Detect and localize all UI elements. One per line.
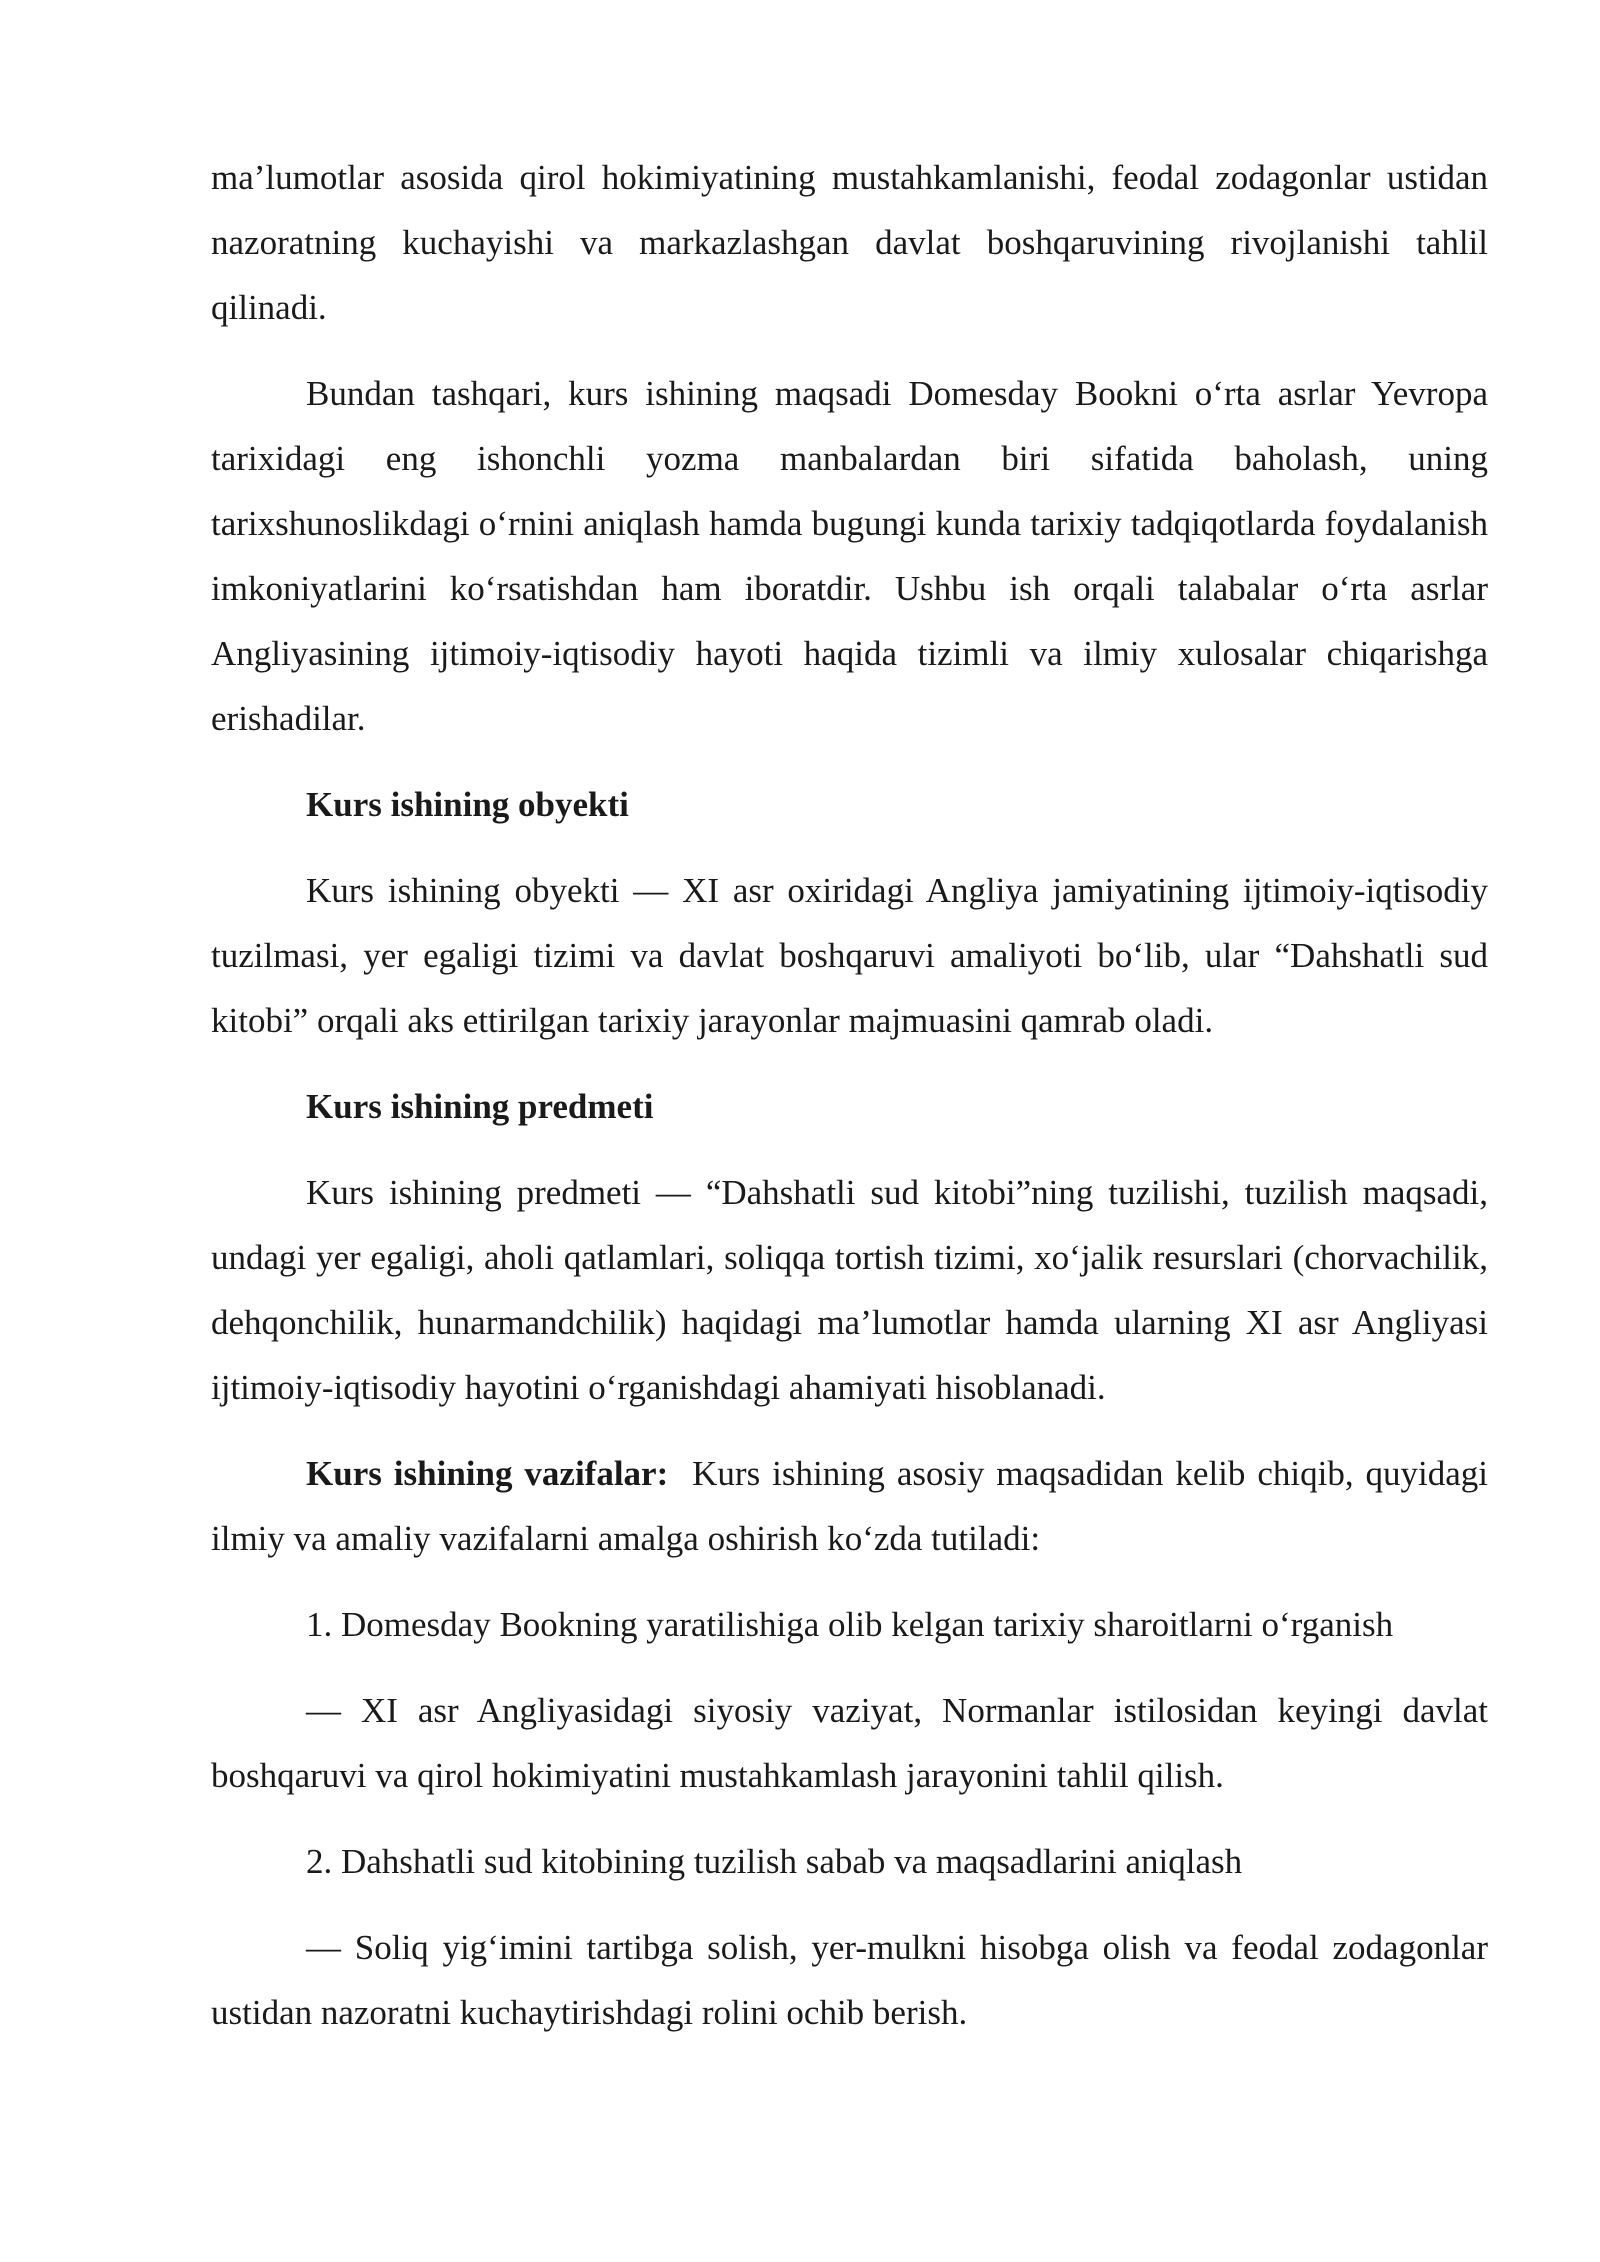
paragraph-tasks — [211, 1441, 1488, 1571]
task-item-1-title: 1. Domesday Bookning yaratilishiga olib kelgan tarixiy sharoitlarni o‘rganish — [306, 1605, 1394, 1644]
tasks-intro-text: Kurs ishining asosiy maqsadidan kelib chiqib, quyidagi ilmiy va amaliy vazifalarni amalga oshirish ko‘zda tutiladi: — [211, 1454, 1489, 1558]
task-item-2-description: — Soliq yig‘imini tartibga solish, yer-mulkni hisobga olish va feodal zodagonlar ustidan nazoratni kuchaytirishdagi rolini ochib berish. — [211, 1928, 1488, 2032]
heading-object: Kurs ishining obyekti — [306, 785, 629, 824]
paragraph-purpose: Bundan tashqari, kurs ishining maqsadi Domesday Bookni o‘rta asrlar Yevropa tarixidagi eng ishonchli yozma manbalardan biri sifatida baholash, uning tarixshunoslikdagi o‘rnini aniqlash hamda bugungi kunda tarixiy tadqiqotlarda foydalanish imkoniyatlarini ko‘rsatishdan ham iboratdir. Ushbu ish orqali talabalar o‘rta asrlar Angliyasining ijtimoiy-iqtisodiy hayoti haqida tizimli va ilmiy xulosalar chiqarishga erishadilar. — [211, 374, 1488, 738]
paragraph-subject: Kurs ishining predmeti — “Dahshatli sud kitobi”ning tuzilishi, tuzilish maqsadi, undagi yer egaligi, aholi qatlamlari, soliqqa tortish tizimi, xo‘jalik resurslari (chorvachilik, dehqonchilik, hunarmandchilik) haqidagi ma’lumotlar hamda ularning XI asr Angliyasi ijtimoiy-iqtisodiy hayotini o‘rganishdagi ahamiyati hisoblanadi. — [211, 1173, 1488, 1407]
paragraph-continuation: ma’lumotlar asosida qirol hokimiyatining mustahkamlanishi, feodal zodagonlar ustidan nazoratning kuchayishi va markazlashgan davlat boshqaruvining rivojlanishi tahlil qilinadi. — [211, 158, 1488, 327]
paragraph-object: Kurs ishining obyekti — XI asr oxiridagi Angliya jamiyatining ijtimoiy-iqtisodiy tuzilmasi, yer egaligi tizimi va davlat boshqaruvi amaliyoti bo‘lib, ular “Dahshatli sud kitobi” orqali aks ettirilgan tarixiy jarayonlar majmuasini qamrab oladi. — [211, 871, 1488, 1040]
task-item-2-title: 2. Dahshatli sud kitobining tuzilish sabab va maqsadlarini aniqlash — [306, 1842, 1243, 1881]
document-body — [211, 145, 1488, 2066]
heading-subject: Kurs ishining predmeti — [306, 1087, 654, 1126]
task-item-1-description: — XI asr Angliyasidagi siyosiy vaziyat, Normanlar istilosidan keyingi davlat boshqaruvi va qirol hokimiyatini mustahkamlash jarayonini tahlil qilish. — [211, 1691, 1488, 1795]
heading-tasks: Kurs ishining vazifalar: — [306, 1454, 669, 1493]
